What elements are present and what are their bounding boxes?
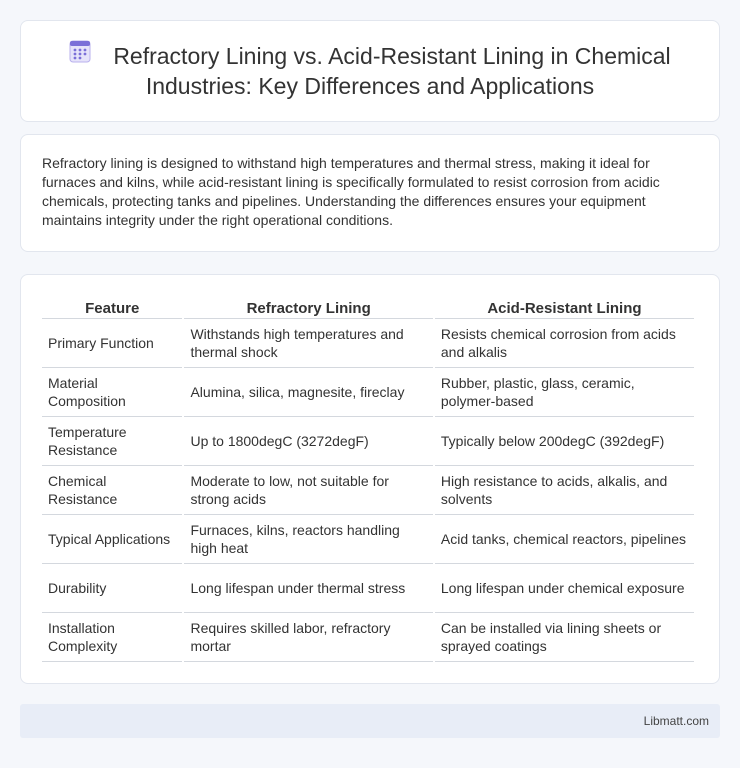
- refractory-cell: Requires skilled labor, refractory mortar: [184, 613, 432, 662]
- acid-resistant-cell: Typically below 200degC (392degF): [435, 417, 694, 466]
- acid-resistant-cell: Acid tanks, chemical reactors, pipelines: [435, 515, 694, 564]
- acid-resistant-cell: Resists chemical corrosion from acids and alkalis: [435, 319, 694, 368]
- feature-cell: Primary Function: [42, 319, 182, 368]
- intro-card: [20, 134, 720, 252]
- feature-cell: Durability: [42, 564, 182, 613]
- acid-resistant-cell: Long lifespan under chemical exposure: [435, 564, 694, 613]
- feature-cell: Chemical Resistance: [42, 466, 182, 515]
- acid-resistant-cell: Rubber, plastic, glass, ceramic, polymer-based: [435, 368, 694, 417]
- footer-bar: [20, 704, 720, 738]
- table-row: [42, 466, 694, 515]
- header-feature: Feature: [42, 295, 182, 319]
- acid-resistant-cell: Can be installed via lining sheets or sprayed coatings: [435, 613, 694, 662]
- refractory-cell: Up to 1800degC (3272degF): [184, 417, 432, 466]
- feature-cell: Temperature Resistance: [42, 417, 182, 466]
- refractory-cell: Withstands high temperatures and thermal shock: [184, 319, 432, 368]
- refractory-cell: Alumina, silica, magnesite, fireclay: [184, 368, 432, 417]
- refractory-cell: Long lifespan under thermal stress: [184, 564, 432, 613]
- header-acid-resistant: Acid-Resistant Lining: [435, 295, 694, 319]
- page-title-wrap: [51, 41, 689, 101]
- acid-resistant-cell: High resistance to acids, alkalis, and solvents: [435, 466, 694, 515]
- refractory-cell: Moderate to low, not suitable for strong acids: [184, 466, 432, 515]
- comparison-table: [40, 295, 696, 662]
- table-row: [42, 368, 694, 417]
- footer-brand-link[interactable]: Libmatt.com: [643, 714, 709, 728]
- document-icon: [69, 39, 91, 70]
- header-refractory: Refractory Lining: [184, 295, 432, 319]
- table-header-row: [42, 295, 694, 319]
- feature-cell: Material Composition: [42, 368, 182, 417]
- table-row: [42, 319, 694, 368]
- feature-cell: Installation Complexity: [42, 613, 182, 662]
- feature-cell: Typical Applications: [42, 515, 182, 564]
- table-row: [42, 515, 694, 564]
- refractory-cell: Furnaces, kilns, reactors handling high heat: [184, 515, 432, 564]
- table-row: [42, 417, 694, 466]
- page-title: Refractory Lining vs. Acid-Resistant Lining in Chemical Industries: Key Differences and Applications: [113, 43, 671, 99]
- table-row: [42, 613, 694, 662]
- comparison-table-card: [20, 274, 720, 684]
- intro-paragraph: Refractory lining is designed to withstand high temperatures and thermal stress, making it ideal for furnaces and kilns, while acid-resistant lining is specifically formulated to resist corrosion from acidic chemicals, protecting tanks and pipelines. Understanding the differences ensures your equipment maintains integrity under the right operational conditions.: [42, 155, 660, 228]
- title-card: [20, 20, 720, 122]
- table-row: [42, 564, 694, 613]
